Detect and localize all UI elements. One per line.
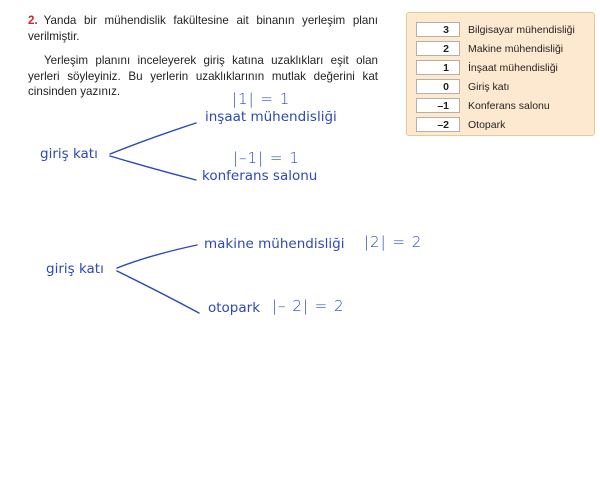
question-text-1: Yanda bir mühendislik fakültesine ait binanın yerleşim planı verilmiştir. xyxy=(28,14,378,43)
question-paragraph-2: Yerleşim planını inceleyerek giriş katına uzaklıkları eşit olan yerleri söyleyiniz. Bu yerlerin uzaklıklarının mutlak değerini kat cinsinden yazınız. xyxy=(28,54,378,98)
branch-line xyxy=(110,156,196,180)
branch-line xyxy=(110,123,196,154)
handwritten-value: |1| = 1 xyxy=(232,90,291,108)
floor-number: 0 xyxy=(416,79,460,94)
branch-line xyxy=(117,245,197,268)
floor-name: İnşaat mühendisliği xyxy=(468,61,558,74)
handwritten-branch: makine mühendisliği xyxy=(204,236,345,252)
floor-name: Otopark xyxy=(468,118,506,131)
handwritten-value: |– 2| = 2 xyxy=(272,297,345,315)
handwritten-value: |2| = 2 xyxy=(364,233,423,251)
handwritten-value: |–1| = 1 xyxy=(233,149,300,167)
floor-name: Bilgisayar mühendisliği xyxy=(468,23,575,36)
handwritten-branch: otopark xyxy=(208,300,261,316)
handwritten-root-1: giriş katı xyxy=(40,146,98,162)
handwritten-root-2: giriş katı xyxy=(46,261,104,277)
floor-name: Konferans salonu xyxy=(468,99,550,112)
floor-number: 1 xyxy=(416,60,460,75)
floor-number: 3 xyxy=(416,22,460,37)
floor-name: Makine mühendisliği xyxy=(468,42,564,55)
question-number: 2. xyxy=(28,14,38,27)
floor-number: –2 xyxy=(416,117,460,132)
branch-line xyxy=(117,271,199,313)
handwritten-branch: konferans salonu xyxy=(202,168,318,184)
floor-name: Giriş katı xyxy=(468,80,510,93)
floor-number: –1 xyxy=(416,98,460,113)
handwritten-branch: inşaat mühendisliği xyxy=(205,109,337,125)
floor-number: 2 xyxy=(416,41,460,56)
